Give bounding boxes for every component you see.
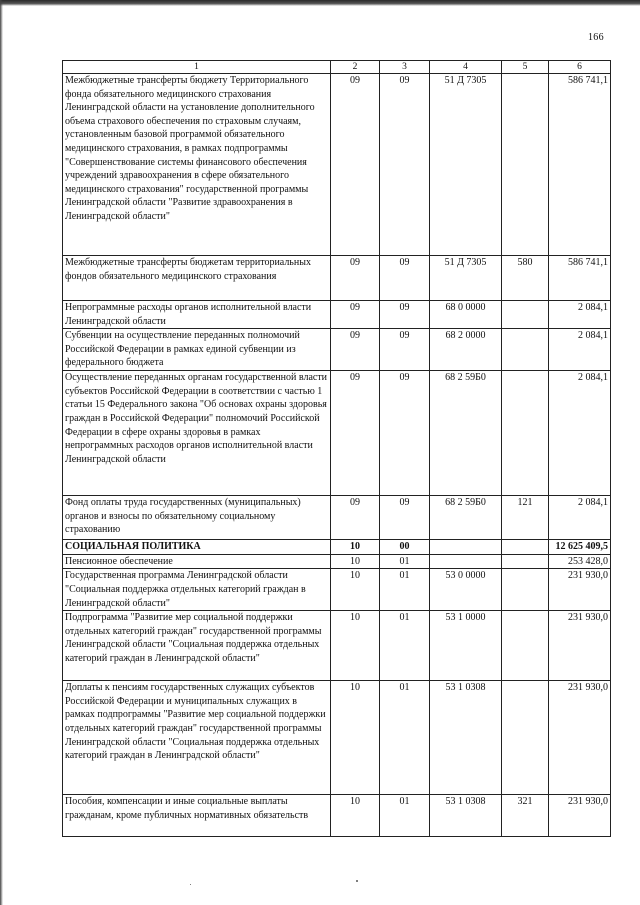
- row-target-code: [430, 554, 502, 569]
- row-amount: 231 930,0: [549, 611, 611, 681]
- row-name: Межбюджетные трансферты бюджету Территориального фонда обязательного медицинского страхования Ленинградской области на установление дополнительного объема страхового обеспечения по страховым случаям, установленным базовой программой обязательного медицинского страхования, в рамках подпрограммы "Совершенствование системы финансового обеспечения учреждений здравоохранения в сфере обязательного медицинского страхования" государственной программы Ленинградской области "Развитие здравоохранения в Ленинградской области": [63, 74, 331, 256]
- header-col-4: 4: [430, 61, 502, 74]
- row-name: Подпрограмма "Развитие мер социальной поддержки отдельных категорий граждан" государственной программы Ленинградской области "Социальная поддержка отдельных категорий граждан в Ленинградской области": [63, 611, 331, 681]
- header-col-3: 3: [380, 61, 430, 74]
- row-section: 09: [331, 74, 380, 256]
- row-section: 09: [331, 496, 380, 540]
- table-row: [63, 554, 611, 569]
- row-target-code: 53 1 0308: [430, 681, 502, 795]
- table-row: [63, 496, 611, 540]
- row-expense-type: [502, 329, 549, 371]
- row-section: 10: [331, 554, 380, 569]
- row-section: 10: [331, 681, 380, 795]
- row-subsection: 09: [380, 74, 430, 256]
- header-col-5: 5: [502, 61, 549, 74]
- row-expense-type: 121: [502, 496, 549, 540]
- page-number: 166: [588, 32, 604, 43]
- row-expense-type: [502, 74, 549, 256]
- row-name: Фонд оплаты труда государственных (муниципальных) органов и взносы по обязательному социальному страхованию: [63, 496, 331, 540]
- row-subsection: 09: [380, 329, 430, 371]
- row-amount: 2 084,1: [549, 496, 611, 540]
- row-section: 09: [331, 256, 380, 301]
- row-subsection: 01: [380, 569, 430, 611]
- row-expense-type: [502, 569, 549, 611]
- header-col-1: 1: [63, 61, 331, 74]
- row-target-code: 68 2 0000: [430, 329, 502, 371]
- row-subsection: 01: [380, 554, 430, 569]
- row-expense-type: 321: [502, 795, 549, 837]
- row-section: 10: [331, 540, 380, 555]
- row-expense-type: [502, 301, 549, 329]
- table-row: [63, 569, 611, 611]
- row-target-code: 53 1 0308: [430, 795, 502, 837]
- row-subsection: 01: [380, 795, 430, 837]
- header-col-2: 2: [331, 61, 380, 74]
- table-row: [63, 681, 611, 795]
- row-target-code: 68 2 59Б0: [430, 371, 502, 496]
- row-expense-type: [502, 371, 549, 496]
- row-amount: 2 084,1: [549, 371, 611, 496]
- header-col-6: 6: [549, 61, 611, 74]
- table-row: [63, 371, 611, 496]
- row-name: Непрограммные расходы органов исполнительной власти Ленинградской области: [63, 301, 331, 329]
- row-section: 09: [331, 329, 380, 371]
- row-section: 10: [331, 611, 380, 681]
- row-section: 10: [331, 795, 380, 837]
- row-subsection: 09: [380, 301, 430, 329]
- row-target-code: 51 Д 7305: [430, 74, 502, 256]
- row-name: Пособия, компенсации и иные социальные выплаты гражданам, кроме публичных нормативных обязательств: [63, 795, 331, 837]
- row-name: Государственная программа Ленинградской области "Социальная поддержка отдельных категорий граждан в Ленинградской области": [63, 569, 331, 611]
- row-name: Осуществление переданных органам государственной власти субъектов Российской Федерации в соответствии с частью 1 статьи 15 Федерального закона "Об основах охраны здоровья граждан в Российской Федерации" полномочий Российской Федерации в сфере охраны здоровья в рамках непрограммных расходов органов исполнительной власти Ленинградской области: [63, 371, 331, 496]
- row-name: Пенсионное обеспечение: [63, 554, 331, 569]
- scan-speck: [190, 884, 191, 885]
- row-target-code: 53 0 0000: [430, 569, 502, 611]
- row-amount: 231 930,0: [549, 681, 611, 795]
- scan-edge-left: [0, 0, 3, 905]
- row-amount: 586 741,1: [549, 74, 611, 256]
- header-row: [63, 61, 611, 74]
- row-amount: 253 428,0: [549, 554, 611, 569]
- table-row: [63, 256, 611, 301]
- table-row: [63, 74, 611, 256]
- row-target-code: 68 2 59Б0: [430, 496, 502, 540]
- table-row: [63, 301, 611, 329]
- row-subsection: 01: [380, 611, 430, 681]
- row-subsection: 09: [380, 496, 430, 540]
- row-name: Межбюджетные трансферты бюджетам территориальных фондов обязательного медицинского страхования: [63, 256, 331, 301]
- row-amount: 12 625 409,5: [549, 540, 611, 555]
- table-row: [63, 329, 611, 371]
- row-subsection: 00: [380, 540, 430, 555]
- row-target-code: 68 0 0000: [430, 301, 502, 329]
- table-row: [63, 540, 611, 555]
- row-expense-type: [502, 611, 549, 681]
- row-target-code: 51 Д 7305: [430, 256, 502, 301]
- row-subsection: 01: [380, 681, 430, 795]
- table-row: [63, 611, 611, 681]
- row-name: Субвенции на осуществление переданных полномочий Российской Федерации в рамках единой субвенции из федерального бюджета: [63, 329, 331, 371]
- row-amount: 2 084,1: [549, 329, 611, 371]
- row-amount: 231 930,0: [549, 569, 611, 611]
- row-expense-type: [502, 554, 549, 569]
- row-subsection: 09: [380, 256, 430, 301]
- row-target-code: [430, 540, 502, 555]
- scan-edge-top: [0, 0, 640, 6]
- row-target-code: 53 1 0000: [430, 611, 502, 681]
- row-expense-type: [502, 540, 549, 555]
- row-amount: 231 930,0: [549, 795, 611, 837]
- row-name: СОЦИАЛЬНАЯ ПОЛИТИКА: [63, 540, 331, 555]
- row-name: Доплаты к пенсиям государственных служащих субъектов Российской Федерации и муниципальных служащих в рамках подпрограммы "Развитие мер социальной поддержки отдельных категорий граждан" государственной программы Ленинградской области "Социальная поддержка отдельных категорий граждан в Ленинградской области": [63, 681, 331, 795]
- row-amount: 2 084,1: [549, 301, 611, 329]
- row-expense-type: 580: [502, 256, 549, 301]
- row-subsection: 09: [380, 371, 430, 496]
- row-expense-type: [502, 681, 549, 795]
- table-row: [63, 795, 611, 837]
- row-section: 09: [331, 301, 380, 329]
- budget-table: [62, 60, 611, 837]
- scan-speck: [356, 880, 358, 882]
- row-section: 10: [331, 569, 380, 611]
- row-amount: 586 741,1: [549, 256, 611, 301]
- row-section: 09: [331, 371, 380, 496]
